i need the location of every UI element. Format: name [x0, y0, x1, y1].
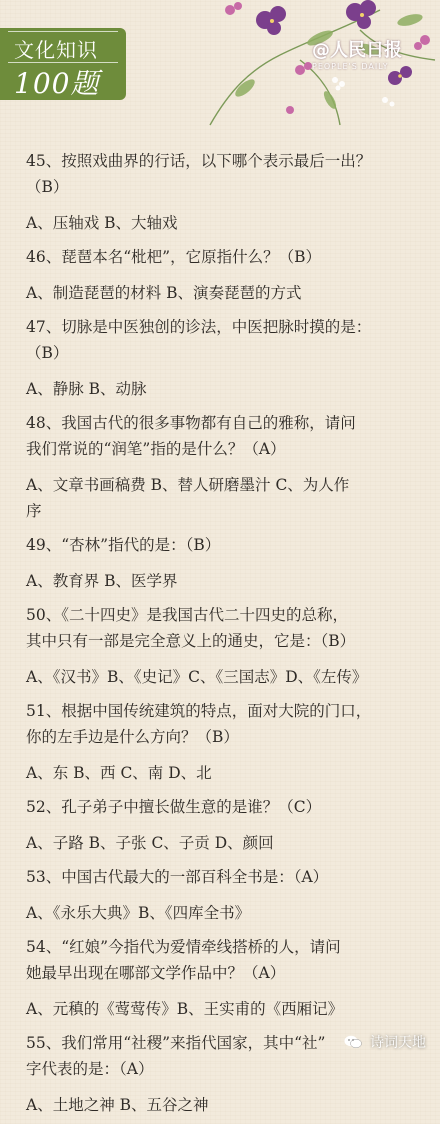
- answer-text: A、土地之神 B、五谷之神: [26, 1096, 209, 1114]
- answer-text: A、子路 B、子张 C、子贡 D、颜回: [26, 834, 274, 852]
- question: [26, 864, 426, 890]
- answer-text: A、静脉 B、动脉: [26, 380, 147, 398]
- question-text: 字代表的是：（A）: [26, 1060, 154, 1078]
- question-text: 我们常说的“润笔”指的是什么？（A）: [26, 440, 286, 458]
- watermark-text: 诗词天地: [370, 1035, 426, 1051]
- answer-text: A、文章书画稿费 B、替人研磨墨汁 C、为人作: [26, 476, 350, 494]
- answer-options: [26, 900, 426, 926]
- question-text: 54、“红娘”今指代为爱情牵线搭桥的人，请问: [26, 938, 341, 956]
- question-text: 46、琵琶本名“枇杷”，它原指什么？（B）: [26, 248, 321, 266]
- question-text: 52、孔子弟子中擅长做生意的是谁？（C）: [26, 798, 322, 816]
- answer-options: [26, 472, 426, 524]
- wechat-icon: [344, 1035, 362, 1049]
- question: [26, 934, 426, 986]
- question-text: 你的左手边是什么方向？（B）: [26, 728, 239, 746]
- question: [26, 698, 426, 750]
- watermark: [344, 1032, 426, 1052]
- question-text: 53、中国古代最大的一部百科全书是：（A）: [26, 868, 329, 886]
- question: [26, 410, 426, 462]
- question-text: （B）: [26, 178, 69, 196]
- series-badge: [0, 28, 126, 100]
- question-text: 55、我们常用“社稷”来指代国家，其中“社”: [26, 1034, 326, 1052]
- question: [26, 794, 426, 820]
- answer-text: A、《永乐大典》B、《四库全书》: [26, 904, 251, 922]
- question-text: 其中只有一部是完全意义上的通史，它是：（B）: [26, 632, 356, 650]
- answer-options: [26, 830, 426, 856]
- peoples-daily-logo: [312, 36, 402, 71]
- answer-options: [26, 996, 426, 1022]
- question: [26, 532, 426, 558]
- question: [26, 602, 426, 654]
- answer-options: [26, 1092, 426, 1118]
- answer-text: 序: [26, 502, 42, 520]
- answer-options: [26, 376, 426, 402]
- answer-text: A、东 B、西 C、南 D、北: [26, 764, 212, 782]
- answer-options: [26, 760, 426, 786]
- badge-title: 文化知识: [14, 38, 98, 62]
- question-text: 51、根据中国传统建筑的特点，面对大院的门口，: [26, 702, 372, 720]
- answer-options: [26, 568, 426, 594]
- answer-text: A、制造琵琶的材料 B、演奏琵琶的方式: [26, 284, 302, 302]
- answer-text: A、元稹的《莺莺传》B、王实甫的《西厢记》: [26, 1000, 344, 1018]
- answer-text: A、《汉书》B、《史记》C、《三国志》D、《左传》: [26, 668, 368, 686]
- badge-subtitle: 100题: [14, 67, 100, 100]
- question: [26, 244, 426, 270]
- answer-text: A、压轴戏 B、大轴戏: [26, 214, 178, 232]
- badge-top-rule: [8, 31, 118, 32]
- answer-options: [26, 280, 426, 306]
- question: [26, 148, 426, 200]
- question-text: 48、我国古代的很多事物都有自己的雅称，请问: [26, 414, 356, 432]
- question-list: [26, 140, 426, 1124]
- question-text: 47、切脉是中医独创的诊法，中医把脉时摸的是：: [26, 318, 372, 336]
- question: [26, 314, 426, 366]
- question-text: 45、按照戏曲界的行话，以下哪个表示最后一出？: [26, 152, 372, 170]
- question-text: （B）: [26, 344, 69, 362]
- question-text: 50、《二十四史》是我国古代二十四史的总称，: [26, 606, 348, 624]
- answer-options: [26, 664, 426, 690]
- question-text: 49、“杏林”指代的是：（B）: [26, 536, 221, 554]
- answer-options: [26, 210, 426, 236]
- header: [0, 0, 440, 130]
- logo-subtext: PEOPLE'S DAILY: [312, 62, 389, 71]
- answer-text: A、教育界 B、医学界: [26, 572, 178, 590]
- logo-text: @人民日报: [312, 40, 402, 61]
- question-text: 她最早出现在哪部文学作品中？（A）: [26, 964, 286, 982]
